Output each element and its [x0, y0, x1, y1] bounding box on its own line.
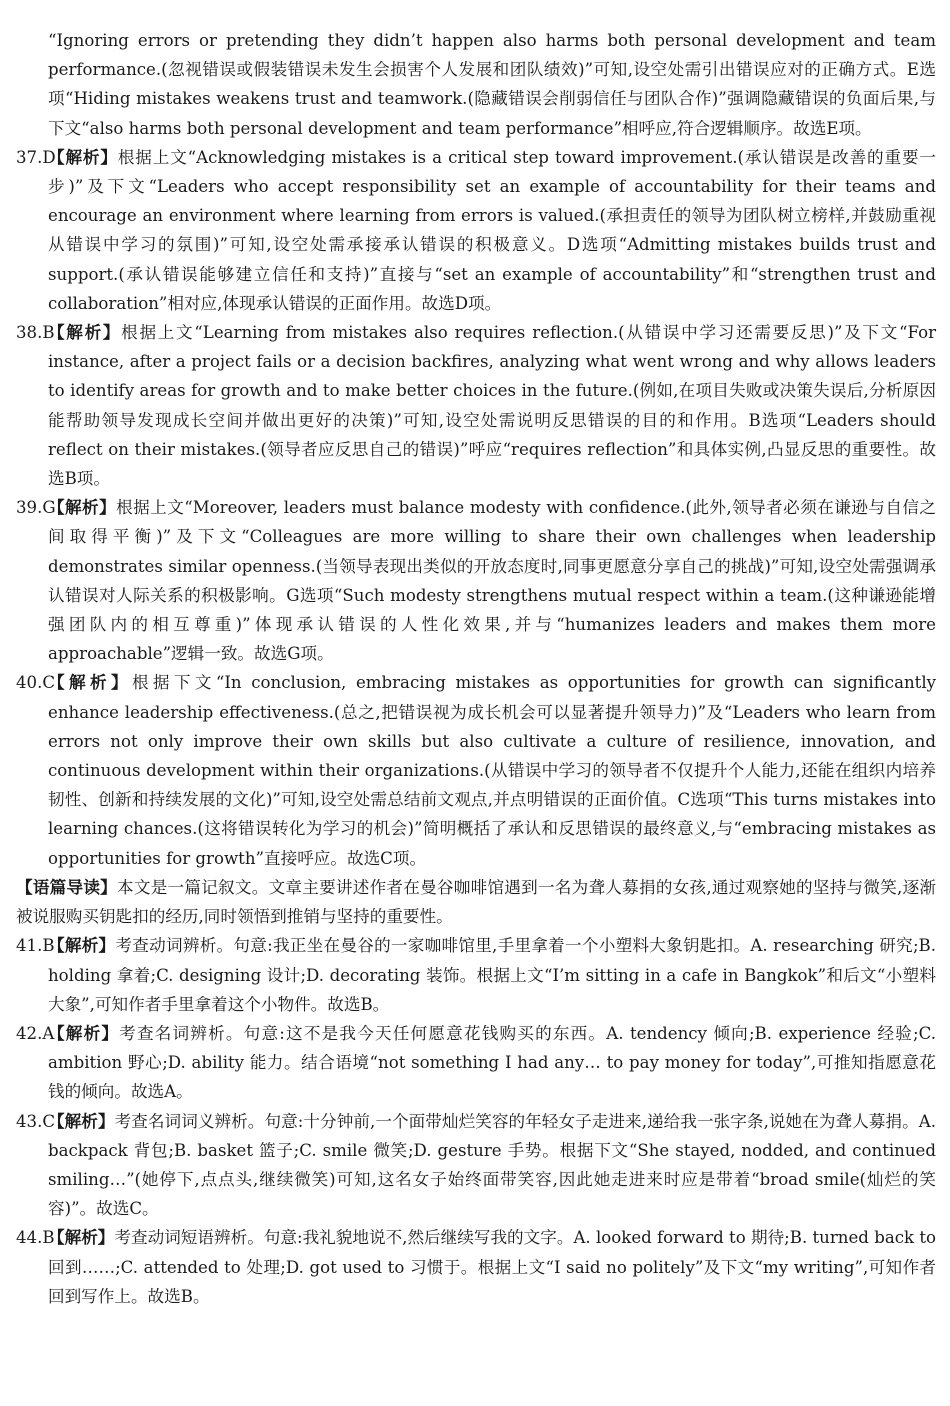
analysis-tag: 【解析】 [48, 1227, 115, 1248]
passage-intro [14, 873, 936, 931]
analysis-text: 考查动词辨析。句意:我正坐在曼谷的一家咖啡馆里,手里拿着一个小塑料大象钥匙扣。A. researching 研究;B. holding 拿着;C. designing 设计;D. decorating 装饰。根据上文“I’m sitting in a cafe in Bangkok”和后文“小塑料大象”,可知作者手里拿着这个小物件。故选B。 [48, 936, 936, 1014]
analysis-text: 考查名词辨析。句意:这不是我今天任何愿意花钱购买的东西。A. tendency 倾向;B. experience 经验;C. ambition 野心;D. ability 能力。结合语境“not something I had any… to pay money for today”,可推知指愿意花钱的倾向。故选A。 [48, 1023, 936, 1102]
analysis-text: 考查动词短语辨析。句意:我礼貌地说不,然后继续写我的文字。A. looked forward to 期待;B. turned back to 回到……;C. attended to 处理;D. got used to 习惯于。根据上文“I said no politely”及下文“my writing”,可知作者回到写作上。故选B。 [48, 1228, 937, 1306]
answer-item-41 [14, 931, 936, 1019]
intro-text: 本文是一篇记叙文。文章主要讲述作者在曼谷咖啡馆遇到一名为聋人募捐的女孩,通过观察她的坚持与微笑,逐渐被说服购买钥匙扣的经历,同时领悟到推销与坚持的重要性。 [16, 877, 937, 927]
question-number: 40.C [16, 673, 56, 693]
answer-explanation-page [14, 31, 937, 1311]
question-number: 41.B [16, 936, 55, 956]
answer-item-40 [14, 668, 936, 872]
question-number: 37.D [16, 147, 56, 167]
question-number: 43.C [16, 1111, 56, 1131]
analysis-tag: 【解析】 [48, 146, 118, 167]
analysis-text: 根据上文“Moreover, leaders must balance modesty with confidence.(此外,领导者必须在谦逊与自信之间取得平衡)”及下文“Colleagues are more willing to share their own challenges when leadership demonstrates similar openness.(当领导表现出类似的开放态度时,同事更愿意分享自己的挑战)”可知,设空处需强调承认错误对人际关系的积极影响。G选项“Such modesty strengthens mutual respect within a team.(这种谦逊能增强团队内的相互尊重)”体现承认错误的人性化效果,并与“humanizes leaders and makes them more approachable”逻辑一致。故选G项。 [48, 498, 936, 664]
answer-item-42 [14, 1019, 936, 1107]
answer-item-43 [14, 1107, 936, 1224]
analysis-tag: 【解析】 [48, 935, 116, 956]
answer-item-37 [14, 143, 936, 318]
analysis-tag: 【解析】 [48, 497, 117, 518]
analysis-tag: 【解析】 [48, 1022, 120, 1043]
analysis-text: 根据上文“Learning from mistakes also requires reflection.(从错误中学习还需要反思)”及下文“For instance, after a project fails or a decision backfires, analyzing what went wrong and why allows leaders to identify areas for growth and to make better choices in the future.(例如,在项目失败或决策失误后,分析原因能帮助领导发现成长空间并做出更好的决策)”可知,设空处需说明反思错误的目的和作用。B选项“Leaders should reflect on their mistakes.(领导者应反思自己的错误)”呼应“requires reflection”和具体实例,凸显反思的重要性。故选B项。 [48, 323, 936, 489]
analysis-text: 考查名词词义辨析。句意:十分钟前,一个面带灿烂笑容的年轻女子走进来,递给我一张字条,说她在为聋人募捐。A. backpack 背包;B. basket 篮子;C. smile 微笑;D. gesture 手势。根据下文“She stayed, nodded, and continued smiling…”(她停下,点点头,继续微笑)可知,这名女子始终面带笑容,因此她走进来时应是带着“broad smile(灿烂的笑容)”。故选C。 [48, 1111, 937, 1219]
question-number: 39.G [16, 498, 56, 518]
analysis-tag: 【解析】 [48, 672, 132, 693]
continuation-paragraph [14, 26, 936, 143]
answer-item-39 [14, 493, 936, 668]
analysis-text: 根据下文“In conclusion, embracing mistakes as opportunities for growth can significantly enhance leadership effectiveness.(总之,把错误视为成长机会可以显著提升领导力)”及“Leaders who learn from errors not only improve their own skills but also cultivate a culture of resilience, innovation, and continuous development within their organizations.(从错误中学习的领导者不仅提升个人能力,还能在组织内培养韧性、创新和持续发展的文化)”可知,设空处需总结前文观点,并点明错误的正面价值。C选项“This turns mistakes into learning chances.(这将错误转化为学习的机会)”简明概括了承认和反思错误的最终意义,与“embracing mistakes as opportunities for growth”直接呼应。故选C项。 [48, 673, 937, 868]
intro-tag: 【语篇导读】 [16, 876, 118, 897]
question-number: 38.B [16, 323, 55, 343]
question-number: 44.B [16, 1228, 55, 1248]
analysis-tag: 【解析】 [48, 1110, 115, 1131]
question-number: 42.A [16, 1023, 55, 1043]
analysis-tag: 【解析】 [48, 322, 122, 343]
continuation-text: “Ignoring errors or pretending they didn’t happen also harms both personal development and team performance.(忽视错误或假装错误未发生会损害个人发展和团队绩效)”可知,设空处需引出错误应对的正确方式。E选项“Hiding mistakes weakens trust and teamwork.(隐藏错误会削弱信任与团队合作)”强调隐藏错误的负面后果,与下文“also harms both personal development and team performance”相呼应,符合逻辑顺序。故选E项。 [48, 31, 936, 138]
answer-item-44 [14, 1223, 936, 1311]
answer-item-38 [14, 318, 936, 493]
analysis-text: 根据上文“Acknowledging mistakes is a critical step toward improvement.(承认错误是改善的重要一步)”及下文“Leaders who accept responsibility set an example of accountability for their teams and encourage an environment where learning from errors is valued.(承担责任的领导为团队树立榜样,并鼓励重视从错误中学习的氛围)”可知,设空处需承接承认错误的积极意义。D选项“Admitting mistakes builds trust and support.(承认错误能够建立信任和支持)”直接与“set an example of accountability”和“strengthen trust and collaboration”相对应,体现承认错误的正面作用。故选D项。 [48, 147, 936, 313]
